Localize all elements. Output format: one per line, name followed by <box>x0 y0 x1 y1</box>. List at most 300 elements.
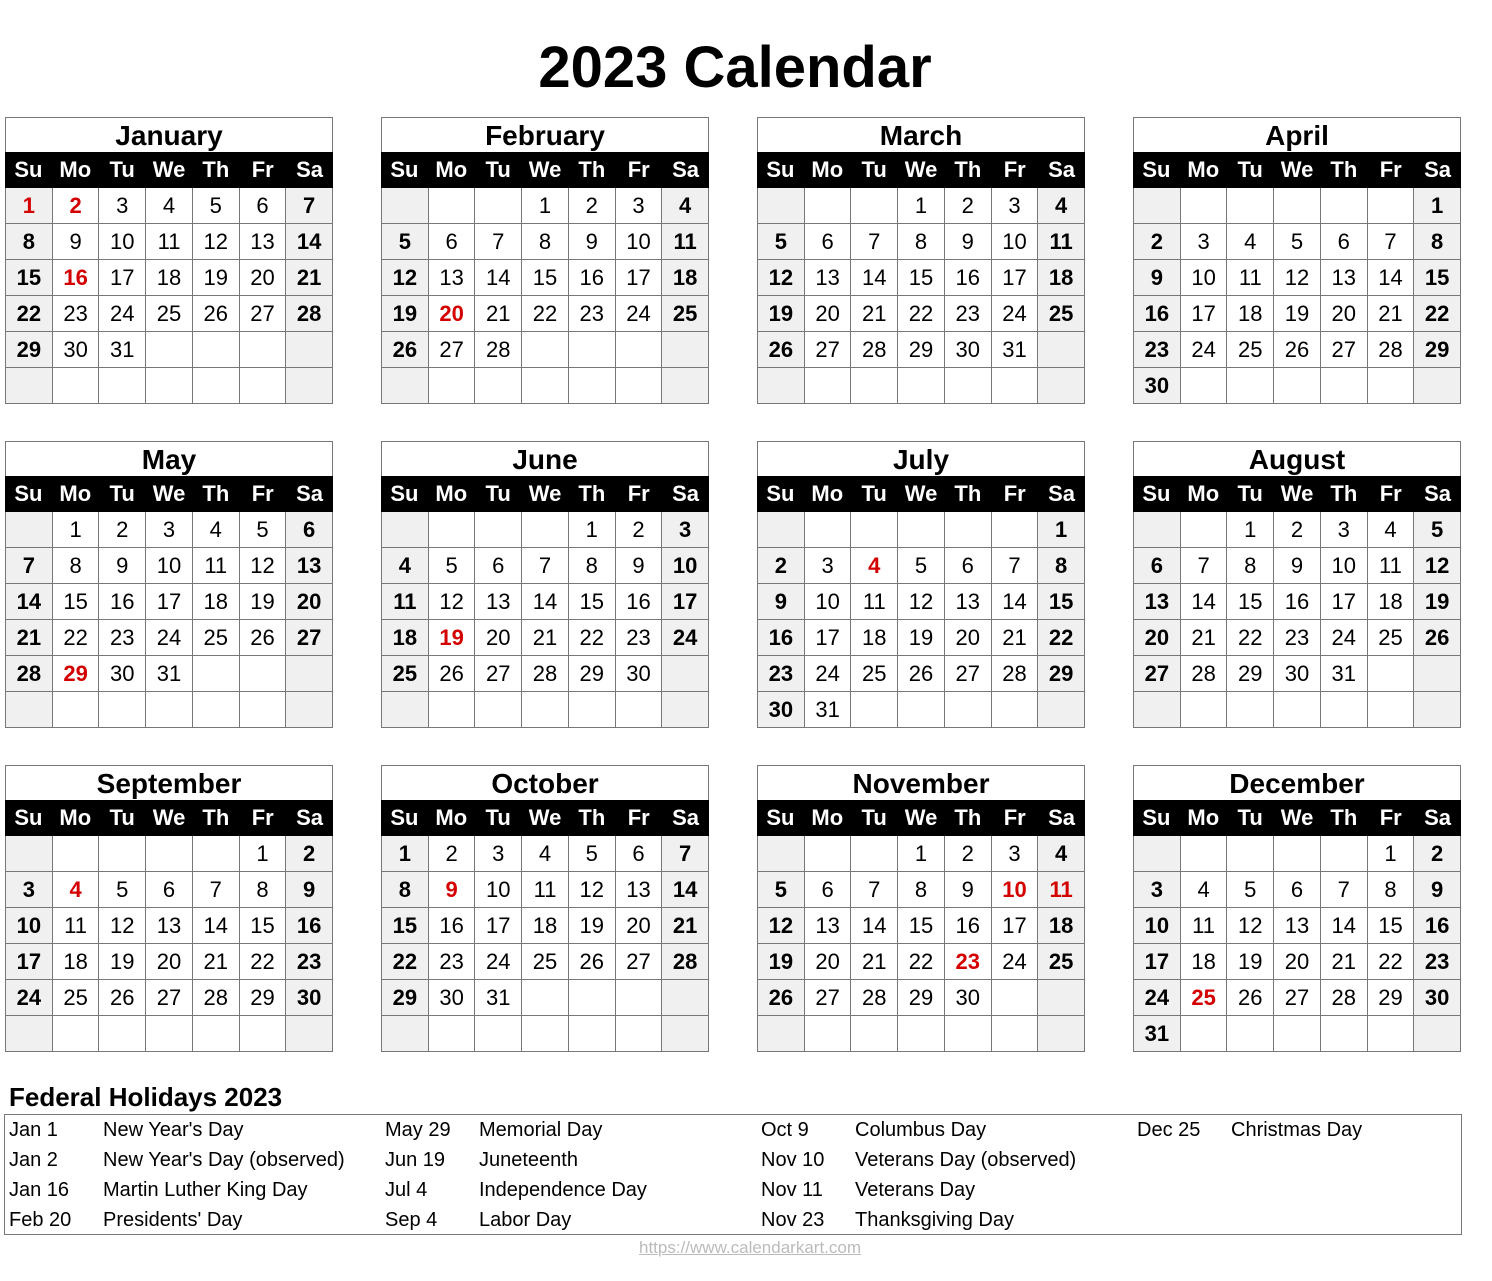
day-cell: 31 <box>475 980 522 1016</box>
day-cell: 30 <box>99 656 146 692</box>
empty-day-cell <box>1368 1016 1415 1052</box>
day-cell: 28 <box>6 656 53 692</box>
weekday-label: Mo <box>59 481 92 506</box>
empty-day-cell <box>662 980 709 1016</box>
week-row <box>382 692 709 728</box>
day-cell: 27 <box>146 980 193 1016</box>
day-cell: 22 <box>898 944 945 980</box>
weekday-label: Su <box>14 157 43 182</box>
weekday-label: We <box>1280 481 1314 506</box>
day-cell: 13 <box>1134 584 1181 620</box>
week-row <box>1134 584 1461 620</box>
weekday-label: Th <box>578 805 606 830</box>
empty-day-cell <box>1181 188 1228 224</box>
day-cell: 30 <box>53 332 100 368</box>
empty-day-cell <box>522 368 569 404</box>
holiday-name: Memorial Day <box>479 1119 603 1141</box>
day-cell: 19 <box>240 584 287 620</box>
day-cell: 22 <box>1368 944 1415 980</box>
empty-day-cell <box>1414 656 1461 692</box>
weekday-label: Fr <box>627 157 650 182</box>
weekday-label: Fr <box>1003 805 1026 830</box>
day-cell: 1 <box>898 188 945 224</box>
day-cell: 28 <box>662 944 709 980</box>
holiday-name: Veterans Day (observed) <box>855 1149 1077 1171</box>
empty-day-cell <box>1181 692 1228 728</box>
week-row <box>1134 512 1461 548</box>
day-cell: 13 <box>146 908 193 944</box>
day-cell: 24 <box>1321 620 1368 656</box>
day-cell: 28 <box>1321 980 1368 1016</box>
weekday-label: Su <box>390 805 419 830</box>
empty-day-cell <box>616 980 663 1016</box>
day-cell: 4 <box>522 836 569 872</box>
weekday-label: Sa <box>1424 805 1452 830</box>
weekday-label: Th <box>578 157 606 182</box>
day-cell: 6 <box>146 872 193 908</box>
day-cell: 9 <box>758 584 805 620</box>
day-cell: 18 <box>53 944 100 980</box>
day-cell: 19 <box>193 260 240 296</box>
empty-day-cell <box>1134 512 1181 548</box>
empty-day-cell <box>662 368 709 404</box>
day-cell: 27 <box>1134 656 1181 692</box>
holiday-name: Veterans Day <box>855 1179 976 1201</box>
empty-day-cell <box>475 368 522 404</box>
holiday-day-cell: 25 <box>1181 980 1228 1016</box>
week-row <box>1134 548 1461 584</box>
weekday-label: Sa <box>296 805 324 830</box>
day-cell: 24 <box>6 980 53 1016</box>
day-cell: 15 <box>6 260 53 296</box>
day-cell: 18 <box>851 620 898 656</box>
week-row <box>1134 656 1461 692</box>
empty-day-cell <box>1227 188 1274 224</box>
empty-day-cell <box>99 368 146 404</box>
day-cell: 11 <box>53 908 100 944</box>
day-cell: 11 <box>1181 908 1228 944</box>
month-may <box>5 441 333 728</box>
empty-day-cell <box>758 512 805 548</box>
month-name: October <box>381 765 709 800</box>
empty-day-cell <box>146 332 193 368</box>
week-row <box>382 620 709 656</box>
empty-day-cell <box>758 1016 805 1052</box>
month-june <box>381 441 709 728</box>
empty-day-cell <box>992 1016 1039 1052</box>
day-cell: 7 <box>6 548 53 584</box>
empty-day-cell <box>616 692 663 728</box>
weekday-label: Sa <box>672 481 700 506</box>
empty-day-cell <box>146 368 193 404</box>
empty-day-cell <box>898 1016 945 1052</box>
day-cell: 13 <box>945 584 992 620</box>
weekday-label: Su <box>14 805 43 830</box>
day-cell: 13 <box>805 908 852 944</box>
month-name: December <box>1133 765 1461 800</box>
day-cell: 24 <box>99 296 146 332</box>
day-cell: 17 <box>475 908 522 944</box>
day-cell: 12 <box>99 908 146 944</box>
holiday-date: Dec 25 <box>1137 1119 1201 1141</box>
day-cell: 20 <box>475 620 522 656</box>
empty-day-cell <box>1368 188 1415 224</box>
day-cell: 21 <box>522 620 569 656</box>
day-cell: 15 <box>382 908 429 944</box>
weekday-label: Th <box>578 481 606 506</box>
empty-day-cell <box>240 332 287 368</box>
day-cell: 21 <box>662 908 709 944</box>
day-cell: 31 <box>992 332 1039 368</box>
day-cell: 16 <box>758 620 805 656</box>
empty-day-cell <box>522 980 569 1016</box>
day-cell: 14 <box>1321 908 1368 944</box>
week-row <box>6 332 333 368</box>
holiday-day-cell: 1 <box>6 188 53 224</box>
day-cell: 20 <box>146 944 193 980</box>
day-cell: 8 <box>53 548 100 584</box>
empty-day-cell <box>6 512 53 548</box>
weekday-label: Tu <box>1237 805 1263 830</box>
day-cell: 13 <box>429 260 476 296</box>
day-cell: 11 <box>851 584 898 620</box>
weekday-label: Sa <box>672 805 700 830</box>
weekday-label: Tu <box>861 157 887 182</box>
day-cell: 28 <box>851 332 898 368</box>
day-cell: 24 <box>475 944 522 980</box>
week-row <box>6 980 333 1016</box>
empty-day-cell <box>1274 368 1321 404</box>
empty-day-cell <box>616 1016 663 1052</box>
day-cell: 7 <box>851 872 898 908</box>
day-cell: 1 <box>382 836 429 872</box>
holiday-name: New Year's Day (observed) <box>103 1149 345 1171</box>
day-cell: 6 <box>805 872 852 908</box>
weekday-label: Mo <box>59 157 92 182</box>
day-cell: 23 <box>99 620 146 656</box>
day-cell: 26 <box>758 980 805 1016</box>
week-row <box>6 260 333 296</box>
day-cell: 29 <box>1414 332 1461 368</box>
day-cell: 3 <box>1134 872 1181 908</box>
empty-day-cell <box>286 656 333 692</box>
day-cell: 4 <box>1227 224 1274 260</box>
day-cell: 26 <box>1227 980 1274 1016</box>
day-cell: 10 <box>992 224 1039 260</box>
day-cell: 8 <box>898 872 945 908</box>
day-cell: 13 <box>1321 260 1368 296</box>
empty-day-cell <box>805 512 852 548</box>
empty-day-cell <box>99 1016 146 1052</box>
empty-day-cell <box>1321 1016 1368 1052</box>
week-row <box>6 692 333 728</box>
empty-day-cell <box>1038 332 1085 368</box>
week-row <box>1134 872 1461 908</box>
day-cell: 14 <box>475 260 522 296</box>
weekday-label: Th <box>1330 157 1358 182</box>
day-cell: 19 <box>1274 296 1321 332</box>
month-december <box>1133 765 1461 1052</box>
day-cell: 1 <box>1227 512 1274 548</box>
weekday-label: Su <box>766 805 795 830</box>
footer-link[interactable]: https://www.calendarkart.com <box>638 1238 862 1257</box>
weekday-label: Fr <box>1003 481 1026 506</box>
empty-day-cell <box>6 692 53 728</box>
empty-day-cell <box>662 656 709 692</box>
empty-day-cell <box>898 368 945 404</box>
day-cell: 12 <box>429 584 476 620</box>
day-cell: 12 <box>193 224 240 260</box>
weekday-label: We <box>152 157 186 182</box>
day-cell: 21 <box>1181 620 1228 656</box>
weekday-label: Fr <box>251 157 274 182</box>
weekday-label: We <box>1280 805 1314 830</box>
day-cell: 1 <box>1414 188 1461 224</box>
day-grid <box>1133 836 1461 1052</box>
day-cell: 7 <box>851 224 898 260</box>
empty-day-cell <box>1321 368 1368 404</box>
empty-day-cell <box>805 1016 852 1052</box>
day-cell: 26 <box>569 944 616 980</box>
empty-day-cell <box>945 512 992 548</box>
day-cell: 28 <box>193 980 240 1016</box>
day-cell: 12 <box>758 260 805 296</box>
week-row <box>758 944 1085 980</box>
empty-day-cell <box>286 692 333 728</box>
weekday-label: We <box>528 157 562 182</box>
empty-day-cell <box>662 332 709 368</box>
week-row <box>758 368 1085 404</box>
holidays-list <box>4 1114 1462 1235</box>
day-cell: 22 <box>522 296 569 332</box>
day-cell: 10 <box>662 548 709 584</box>
month-january <box>5 117 333 404</box>
day-cell: 2 <box>1414 836 1461 872</box>
day-cell: 16 <box>1274 584 1321 620</box>
day-cell: 29 <box>898 980 945 1016</box>
day-cell: 29 <box>382 980 429 1016</box>
day-cell: 20 <box>286 584 333 620</box>
empty-day-cell <box>53 692 100 728</box>
day-cell: 17 <box>1321 584 1368 620</box>
weekday-label: We <box>904 481 938 506</box>
day-cell: 18 <box>1038 908 1085 944</box>
day-cell: 19 <box>382 296 429 332</box>
day-cell: 17 <box>1181 296 1228 332</box>
day-cell: 23 <box>758 656 805 692</box>
empty-day-cell <box>662 1016 709 1052</box>
day-cell: 2 <box>1274 512 1321 548</box>
day-cell: 2 <box>429 836 476 872</box>
day-cell: 8 <box>1414 224 1461 260</box>
weekday-label: Fr <box>1379 805 1402 830</box>
day-cell: 22 <box>569 620 616 656</box>
empty-day-cell <box>851 692 898 728</box>
empty-day-cell <box>851 368 898 404</box>
weekday-label: Tu <box>109 805 135 830</box>
week-row <box>1134 908 1461 944</box>
empty-day-cell <box>1038 692 1085 728</box>
weekday-label: Tu <box>109 157 135 182</box>
day-cell: 24 <box>992 296 1039 332</box>
day-cell: 20 <box>1134 620 1181 656</box>
week-row <box>1134 692 1461 728</box>
day-cell: 27 <box>286 620 333 656</box>
empty-day-cell <box>99 692 146 728</box>
empty-day-cell <box>1227 368 1274 404</box>
month-september <box>5 765 333 1052</box>
week-row <box>6 908 333 944</box>
day-cell: 23 <box>569 296 616 332</box>
empty-day-cell <box>1181 836 1228 872</box>
day-cell: 21 <box>6 620 53 656</box>
weekday-label: Su <box>1142 805 1171 830</box>
day-cell: 6 <box>945 548 992 584</box>
day-cell: 23 <box>53 296 100 332</box>
empty-day-cell <box>1368 692 1415 728</box>
day-cell: 6 <box>475 548 522 584</box>
weekday-label: Su <box>766 157 795 182</box>
day-cell: 29 <box>569 656 616 692</box>
day-cell: 5 <box>1274 224 1321 260</box>
day-cell: 1 <box>240 836 287 872</box>
day-cell: 3 <box>992 836 1039 872</box>
week-row <box>382 944 709 980</box>
day-cell: 28 <box>286 296 333 332</box>
empty-day-cell <box>522 1016 569 1052</box>
empty-day-cell <box>1321 836 1368 872</box>
day-cell: 24 <box>662 620 709 656</box>
day-cell: 21 <box>851 296 898 332</box>
empty-day-cell <box>1368 368 1415 404</box>
day-cell: 12 <box>758 908 805 944</box>
week-row <box>1134 188 1461 224</box>
day-cell: 8 <box>1368 872 1415 908</box>
empty-day-cell <box>6 836 53 872</box>
empty-day-cell <box>1368 656 1415 692</box>
day-cell: 23 <box>1134 332 1181 368</box>
empty-day-cell <box>758 188 805 224</box>
day-cell: 31 <box>805 692 852 728</box>
day-cell: 5 <box>1414 512 1461 548</box>
weekday-label: Sa <box>1048 481 1076 506</box>
weekday-label: Th <box>202 805 230 830</box>
day-grid <box>381 512 709 728</box>
empty-day-cell <box>146 692 193 728</box>
empty-day-cell <box>805 188 852 224</box>
day-cell: 30 <box>429 980 476 1016</box>
day-cell: 20 <box>805 296 852 332</box>
weekday-label: Sa <box>296 157 324 182</box>
empty-day-cell <box>1274 692 1321 728</box>
day-cell: 3 <box>616 188 663 224</box>
holiday-day-cell: 16 <box>53 260 100 296</box>
day-cell: 14 <box>851 260 898 296</box>
week-row <box>6 224 333 260</box>
weekday-header <box>757 476 1085 512</box>
day-cell: 31 <box>146 656 193 692</box>
day-cell: 7 <box>286 188 333 224</box>
day-cell: 25 <box>1368 620 1415 656</box>
day-cell: 7 <box>662 836 709 872</box>
day-cell: 24 <box>992 944 1039 980</box>
day-cell: 10 <box>475 872 522 908</box>
day-cell: 25 <box>522 944 569 980</box>
holiday-name: Labor Day <box>479 1209 572 1231</box>
empty-day-cell <box>805 368 852 404</box>
weekday-label: Tu <box>1237 481 1263 506</box>
holiday-date: Nov 23 <box>761 1209 825 1231</box>
empty-day-cell <box>1038 1016 1085 1052</box>
weekday-label: We <box>904 805 938 830</box>
weekday-label: Mo <box>811 805 844 830</box>
day-cell: 17 <box>616 260 663 296</box>
holiday-date: Jan 2 <box>9 1149 58 1171</box>
day-cell: 28 <box>475 332 522 368</box>
day-cell: 5 <box>382 224 429 260</box>
day-cell: 5 <box>758 872 805 908</box>
day-cell: 9 <box>286 872 333 908</box>
day-cell: 16 <box>286 908 333 944</box>
day-cell: 15 <box>569 584 616 620</box>
empty-day-cell <box>382 692 429 728</box>
day-cell: 27 <box>616 944 663 980</box>
day-cell: 29 <box>1227 656 1274 692</box>
weekday-label: Su <box>390 157 419 182</box>
day-cell: 27 <box>945 656 992 692</box>
day-cell: 20 <box>240 260 287 296</box>
empty-day-cell <box>1227 836 1274 872</box>
empty-day-cell <box>240 656 287 692</box>
empty-day-cell <box>53 1016 100 1052</box>
week-row <box>758 296 1085 332</box>
holiday-date: Jun 19 <box>385 1149 446 1171</box>
holiday-day-cell: 11 <box>1038 872 1085 908</box>
holiday-name: New Year's Day <box>103 1119 244 1141</box>
week-row <box>6 1016 333 1052</box>
day-cell: 8 <box>1038 548 1085 584</box>
day-cell: 30 <box>945 332 992 368</box>
day-cell: 13 <box>616 872 663 908</box>
day-cell: 9 <box>616 548 663 584</box>
day-cell: 19 <box>1414 584 1461 620</box>
week-row <box>6 548 333 584</box>
weekday-label: Mo <box>1187 805 1220 830</box>
day-cell: 2 <box>1134 224 1181 260</box>
day-cell: 10 <box>1321 548 1368 584</box>
week-row <box>382 188 709 224</box>
day-cell: 3 <box>805 548 852 584</box>
empty-day-cell <box>1181 1016 1228 1052</box>
day-cell: 22 <box>898 296 945 332</box>
day-cell: 26 <box>240 620 287 656</box>
month-july <box>757 441 1085 728</box>
day-cell: 6 <box>429 224 476 260</box>
day-cell: 22 <box>6 296 53 332</box>
day-cell: 4 <box>1038 836 1085 872</box>
weekday-label: We <box>528 805 562 830</box>
empty-day-cell <box>569 980 616 1016</box>
day-cell: 19 <box>99 944 146 980</box>
weekday-label: Tu <box>861 805 887 830</box>
month-name: March <box>757 117 1085 152</box>
empty-day-cell <box>1321 188 1368 224</box>
day-cell: 28 <box>1181 656 1228 692</box>
week-row <box>382 224 709 260</box>
month-march <box>757 117 1085 404</box>
week-row <box>382 548 709 584</box>
week-row <box>1134 260 1461 296</box>
